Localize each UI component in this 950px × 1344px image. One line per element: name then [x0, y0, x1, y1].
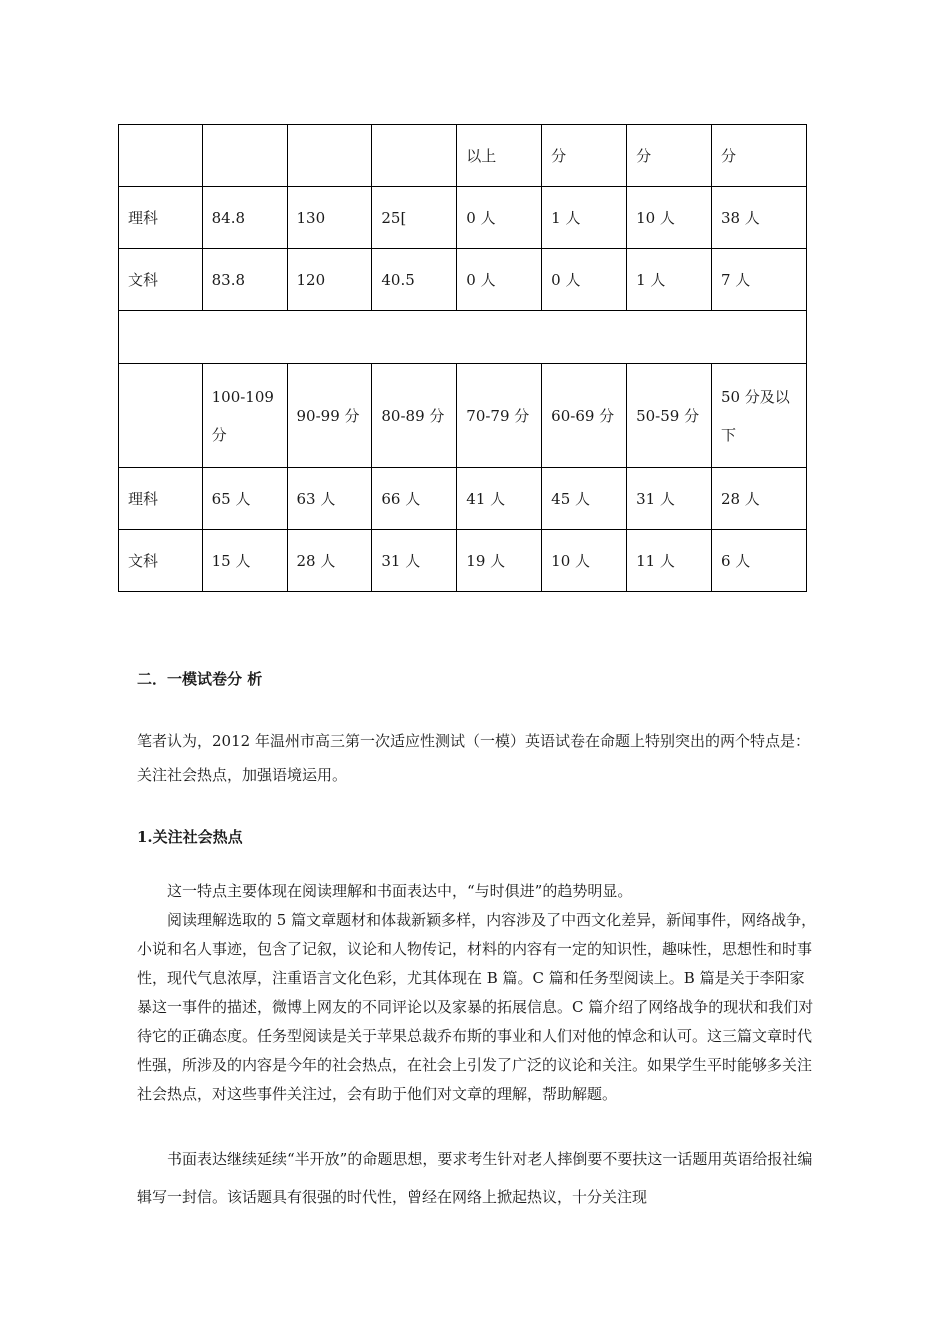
- subsection-title: 1.关注社会热点: [137, 828, 243, 846]
- table-cell: [287, 125, 372, 187]
- table-cell: 63 人: [287, 468, 372, 530]
- table-part-2: [119, 364, 807, 592]
- table-cell: 15 人: [202, 530, 287, 592]
- table-cell: 10 人: [542, 530, 627, 592]
- table-cell: 文科: [119, 530, 203, 592]
- table-cell: 80-89 分: [372, 364, 457, 468]
- body-paragraph-3: 书面表达继续延续“半开放”的命题思想，要求考生针对老人摔倒要不要扶这一话题用英语给报社编辑写一封信。该话题具有很强的时代性，曾经在网络上掀起热议，十分关注现: [137, 1150, 813, 1206]
- subsection-body: [137, 877, 817, 1109]
- table-row: [119, 249, 807, 311]
- table-cell: 7 人: [711, 249, 806, 311]
- intro-paragraph: 笔者认为，2012 年温州市高三第一次适应性测试（一模）英语试卷在命题上特别突出的两个特点是：关注社会热点，加强语境运用。: [137, 732, 810, 784]
- table-cell: [202, 125, 287, 187]
- table-cell: 90-99 分: [287, 364, 372, 468]
- table-cell: 分: [711, 125, 806, 187]
- table-cell: 31 人: [627, 468, 712, 530]
- table-cell: 0 人: [457, 249, 542, 311]
- table-cell: 理科: [119, 468, 203, 530]
- table-row: [119, 125, 807, 187]
- table-cell: 0 人: [457, 187, 542, 249]
- table-cell: [119, 364, 203, 468]
- table-cell: 28 人: [287, 530, 372, 592]
- table-cell: 70-79 分: [457, 364, 542, 468]
- score-distribution-table: [118, 124, 807, 592]
- table-cell: 28 人: [711, 468, 806, 530]
- table-cell: 50-59 分: [627, 364, 712, 468]
- table-cell: 0 人: [542, 249, 627, 311]
- table-part-1: [119, 125, 807, 311]
- section-title: 二．一模试卷分 析: [137, 670, 263, 688]
- table-cell: 120: [287, 249, 372, 311]
- table-cell: 31 人: [372, 530, 457, 592]
- table-row: [119, 364, 807, 468]
- table-cell: 60-69 分: [542, 364, 627, 468]
- table-cell: 6 人: [711, 530, 806, 592]
- table-cell: 65 人: [202, 468, 287, 530]
- table-row: [119, 468, 807, 530]
- table-cell: 理科: [119, 187, 203, 249]
- table-empty-row: [119, 311, 807, 364]
- table-cell: 83.8: [202, 249, 287, 311]
- table-cell: 1 人: [542, 187, 627, 249]
- body-paragraph-2: 阅读理解选取的 5 篇文章题材和体裁新颖多样，内容涉及了中西文化差异，新闻事件，网络战争，小说和名人事迹，包含了记叙，议论和人物传记，材料的内容有一定的知识性，趣味性，思想性和时事性，现代气息浓厚，注重语言文化色彩，尤其体现在 B 篇。C 篇和任务型阅读上。B 篇是关于李阳家暴这一事件的描述，微博上网友的不同评论以及家暴的拓展信息。C 篇介绍了网络战争的现状和我们对待它的正确态度。任务型阅读是关于苹果总裁乔布斯的事业和人们对他的悼念和认可。这三篇文章时代性强，所涉及的内容是今年的社会热点，在社会上引发了广泛的议论和关注。如果学生平时能够多关注社会热点，对这些事件关注过，会有助于他们对文章的理解，帮助解题。: [137, 911, 817, 1103]
- table-cell: 50 分及以下: [711, 364, 806, 468]
- table-cell: 100-109 分: [202, 364, 287, 468]
- table-cell: 分: [627, 125, 712, 187]
- table-cell: 41 人: [457, 468, 542, 530]
- table-cell: 40.5: [372, 249, 457, 311]
- table-cell: 19 人: [457, 530, 542, 592]
- table-separator: [119, 311, 807, 364]
- table-cell: [119, 125, 203, 187]
- table-cell: 10 人: [627, 187, 712, 249]
- table-cell: 25[: [372, 187, 457, 249]
- table-cell: 文科: [119, 249, 203, 311]
- table-cell: 以上: [457, 125, 542, 187]
- table-cell: 84.8: [202, 187, 287, 249]
- body-paragraph-1: 这一特点主要体现在阅读理解和书面表达中，“与时俱进”的趋势明显。: [167, 882, 633, 900]
- table-row: [119, 530, 807, 592]
- table-cell: 分: [542, 125, 627, 187]
- table-row: [119, 187, 807, 249]
- table-cell: 45 人: [542, 468, 627, 530]
- table-cell: 1 人: [627, 249, 712, 311]
- table-cell: 11 人: [627, 530, 712, 592]
- table-cell: [372, 125, 457, 187]
- table-cell: 38 人: [711, 187, 806, 249]
- table-cell: 66 人: [372, 468, 457, 530]
- table-cell: 130: [287, 187, 372, 249]
